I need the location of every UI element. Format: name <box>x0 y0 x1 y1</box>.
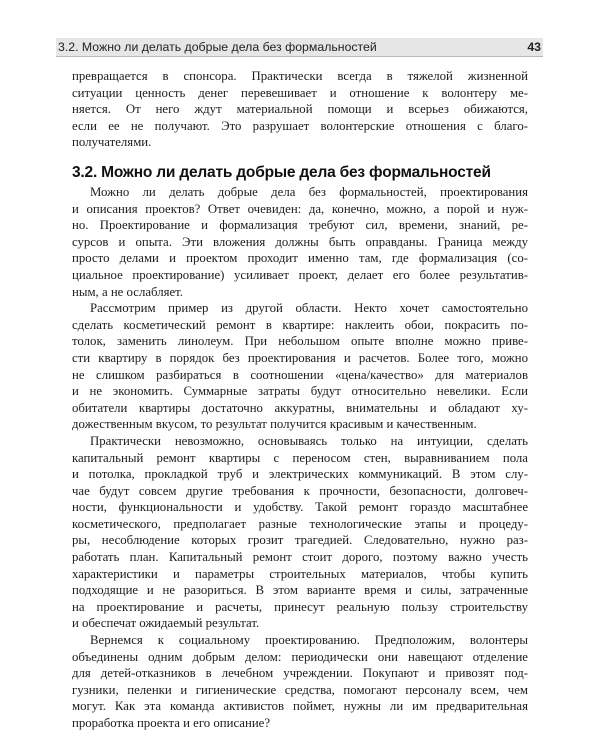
text-line: чае будут совсем другие требования к прочности, безопасности, долговеч- <box>72 483 528 498</box>
text-line: Вернемся к социальному проектированию. Предположим, волонтеры <box>90 633 528 648</box>
text-line: Рассмотрим пример из другой области. Некто хочет самостоятельно <box>90 301 528 316</box>
text-line: для детей-отказников в лечебном учреждении. Покупают и привозят под- <box>72 666 528 681</box>
text-line: ситуации ценность денег перевешивает и отношение к волонтеру ме- <box>72 85 528 100</box>
text-line: подходящие и не разориться. В этом варианте время и силы, затраченные <box>72 583 528 598</box>
text-line: объединены одним добрым делом: периодически они навещают отделение <box>72 649 528 664</box>
paragraph <box>72 300 528 433</box>
text-line: толок, заменить линолеум. При небольшом опыте вполне можно приве- <box>72 334 528 349</box>
text-line: обитатели квартиры достаточно аккуратны, внимательны и обладают ху- <box>72 400 528 415</box>
text-line: и не экономить. Суммарные затраты будут относительно невелики. Если <box>72 384 528 399</box>
text-line: гузники, пеленки и гигиенические средства, помогают персоналу всем, чем <box>72 682 528 697</box>
paragraph <box>72 632 528 732</box>
text-line: характеристики и параметры строительных материалов, чтобы купить <box>72 566 528 581</box>
text-line: и потолка, прокладкой труб и электрических коммуникаций. В этом слу- <box>72 467 528 482</box>
paragraph <box>72 68 528 151</box>
text-line: получателями. <box>72 135 152 150</box>
text-line: могут. Как эта команда активистов поймет, нужны ли им предварительная <box>72 699 528 714</box>
text-line: капитальный ремонт квартиры с переносом стен, выравниванием пола <box>72 450 528 465</box>
text-line: дожественным вкусом, то результат получится красивым и качественным. <box>72 417 477 432</box>
text-line: ности, функциональности и удобству. Такой ремонт гораздо масштабнее <box>72 500 528 515</box>
text-line: Можно ли делать добрые дела без формальностей, проектирования <box>90 185 528 199</box>
text-line: превращается в спонсора. Практически всегда в тяжелой жизненной <box>72 69 528 83</box>
text-line: если ее не получают. Это разрушает волонтерские отношения с благо- <box>72 118 528 133</box>
running-header <box>56 38 543 57</box>
text-line: просто делами и проектом проходит именно там, где формализация (со- <box>72 251 528 266</box>
section-heading: 3.2. Можно ли делать добрые дела без формальностей <box>72 164 491 181</box>
text-line: сделать косметический ремонт в квартире: наклеить обои, покрасить по- <box>72 317 528 332</box>
text-line: на проектирование и расчеты, принесут реальную пользу строительству <box>72 599 528 614</box>
paragraph <box>72 433 528 632</box>
page-number: 43 <box>527 40 541 54</box>
text-line: не слишком разбираться в соотношении «цена/качество» для материалов <box>72 367 528 382</box>
text-line: ры, несоблюдение которых грозит трагедией. Следовательно, нужно раз- <box>72 533 528 548</box>
text-line: сти квартиру в порядок без проектирования и расчетов. Более того, можно <box>72 350 528 365</box>
running-header-title: 3.2. Можно ли делать добрые дела без формальностей <box>58 40 377 54</box>
text-line: ным, а не ослабляет. <box>72 284 183 299</box>
text-line: циальное проектирование) усиливает проект, делает его более результатив- <box>72 267 528 282</box>
text-line: но. Проектирование и формализация требуют сил, времени, знаний, ре- <box>72 218 528 233</box>
section-body <box>72 184 528 732</box>
paragraph <box>72 184 528 300</box>
text-line: и описания проектов? Ответ очевиден: да, конечно, можно, а порой и нуж- <box>72 201 528 216</box>
text-line: косметического, предполагает разные технологические этапы и процеду- <box>72 516 528 531</box>
text-line: проработка проекта и его описание? <box>72 716 271 730</box>
text-line: и обеспечат ожидаемый результат. <box>72 616 260 631</box>
text-line: няется. От него ждут материальной помощи и всерьез обижаются, <box>72 102 528 117</box>
text-line: сурсов и опыта. Эти вложения должны быть оправданы. Граница между <box>72 234 528 249</box>
intro-paragraph <box>72 68 528 151</box>
text-line: Практически невозможно, основываясь только на интуиции, сделать <box>90 433 528 448</box>
text-line: работать план. Капитальный ремонт стоит дорого, поэтому важно учесть <box>72 550 528 565</box>
